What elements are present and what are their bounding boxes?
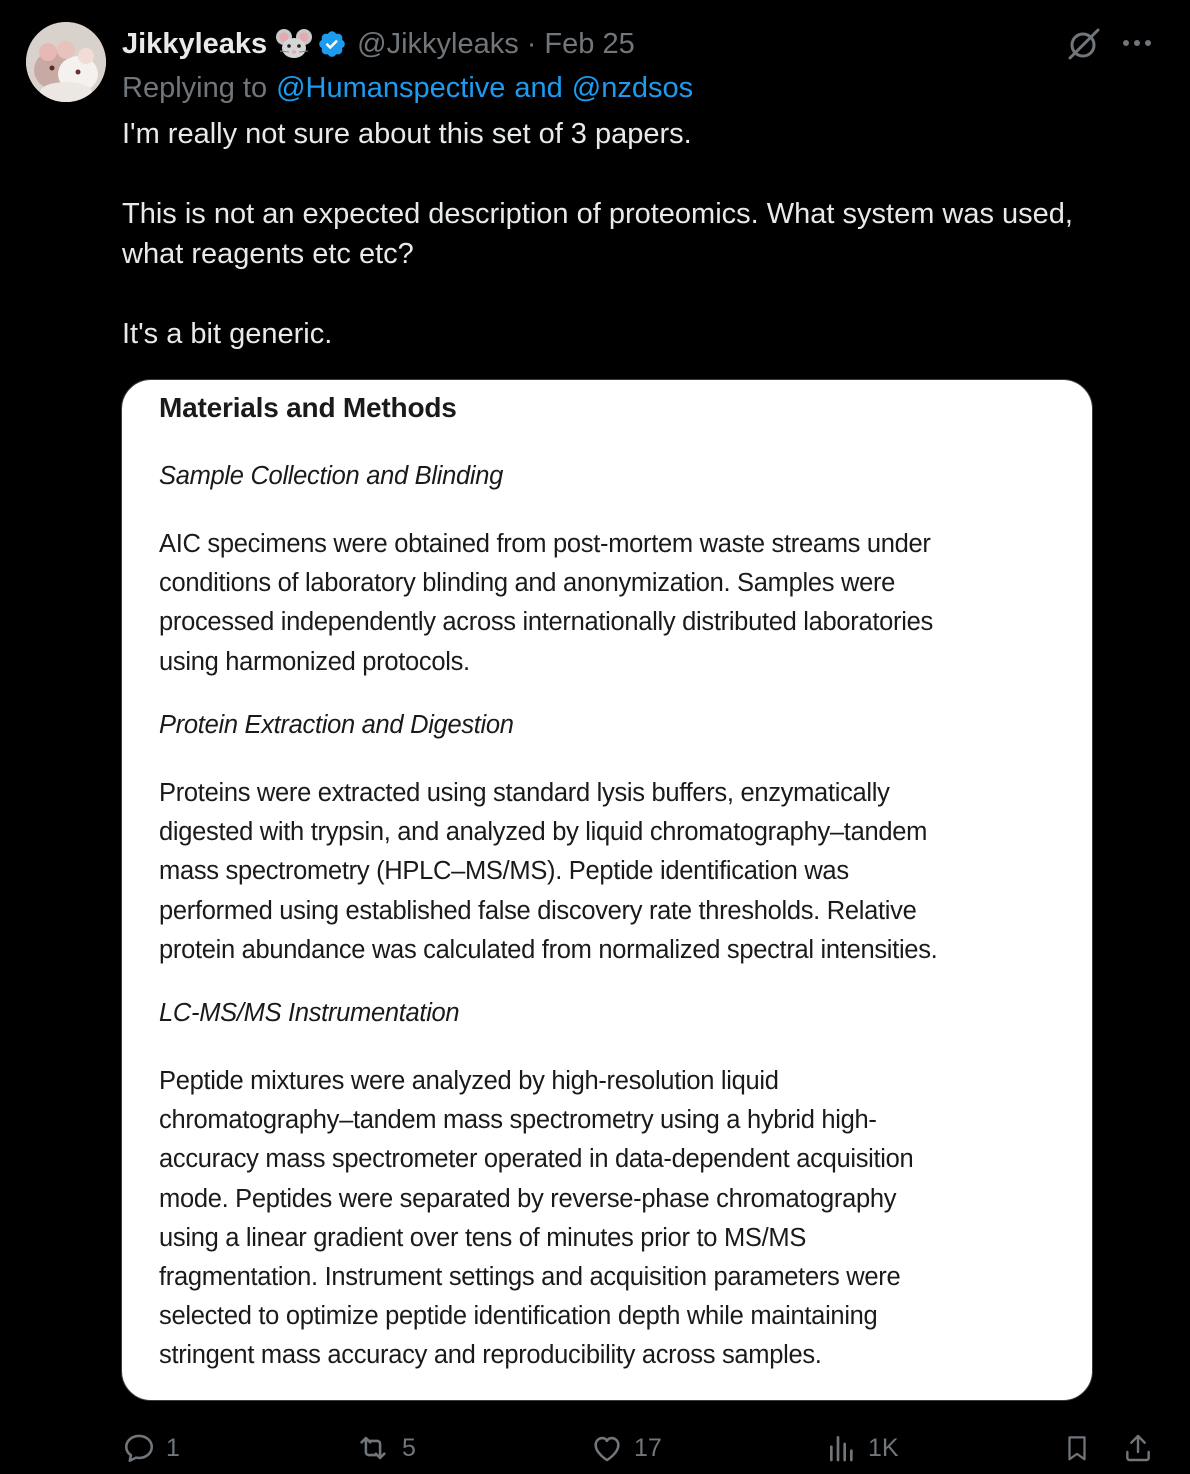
like-count: 17 [634, 1433, 662, 1462]
section-line: conditions of laboratory blinding and anonymization. Samples were [159, 569, 896, 598]
action-bar [0, 1426, 1190, 1470]
bookmark-icon [1062, 1431, 1092, 1465]
grok-icon[interactable] [1066, 26, 1102, 62]
tweet-text-line: It's a bit generic. [122, 318, 333, 350]
reply-icon [122, 1431, 156, 1465]
section-line: selected to optimize peptide identification depth while maintaining [159, 1302, 878, 1331]
section-line: mode. Peptides were separated by reverse-phase chromatography [159, 1184, 897, 1213]
attached-image[interactable] [121, 379, 1093, 1401]
section-heading: LC-MS/MS Instrumentation [159, 999, 460, 1027]
repost-button[interactable] [354, 1426, 416, 1470]
section-line: protein abundance was calculated from normalized spectral intensities. [159, 935, 938, 964]
tweet-text-line: This is not an expected description of proteomics. What system was used, [122, 198, 1073, 230]
repost-icon [354, 1431, 392, 1465]
reply-button[interactable] [122, 1426, 180, 1470]
mouse-face-icon [275, 27, 313, 61]
share-button[interactable] [1122, 1426, 1154, 1470]
section-line: Peptide mixtures were analyzed by high-resolution liquid [159, 1067, 779, 1095]
mention-link-nzdsos[interactable]: @nzdsos [571, 71, 694, 104]
author-handle[interactable]: @Jikkyleaks [357, 27, 519, 60]
tweet-text [122, 114, 1162, 354]
section-body [159, 525, 1059, 682]
replying-to-conjunction: and [514, 71, 563, 104]
section-line: stringent mass accuracy and reproducibility across samples. [159, 1341, 822, 1370]
section-heading: Protein Extraction and Digestion [159, 711, 514, 739]
avatar-image [26, 22, 106, 102]
section-line: processed independently across internationally distributed laboratories [159, 608, 933, 637]
bookmark-button[interactable] [1062, 1426, 1092, 1470]
section-line: AIC specimens were obtained from post-mortem waste streams under [159, 530, 931, 558]
section-body [159, 774, 1059, 970]
verified-badge-icon [317, 29, 347, 59]
display-name[interactable]: Jikkyleaks [122, 27, 268, 60]
tweet-header [122, 24, 635, 64]
section-line: fragmentation. Instrument settings and acquisition parameters were [159, 1263, 901, 1292]
tweet-text-line: what reagents etc etc? [122, 238, 414, 270]
separator-dot: · [526, 27, 537, 60]
mention-link-humanspective[interactable]: @Humanspective [276, 71, 506, 104]
section-line: chromatography–tandem mass spectrometry using a hybrid high- [159, 1106, 877, 1135]
views-chart-icon [826, 1431, 858, 1465]
share-icon [1122, 1431, 1154, 1465]
section-line: using harmonized protocols. [159, 647, 470, 676]
section-line: accuracy mass spectrometer operated in data-dependent acquisition [159, 1145, 914, 1174]
section-line: mass spectrometry (HPLC–MS/MS). Peptide identification was [159, 857, 849, 886]
section-body [159, 1062, 1059, 1376]
reply-count: 1 [166, 1433, 180, 1462]
replying-to-label: Replying to [122, 71, 268, 104]
heart-icon [590, 1431, 624, 1465]
replying-to [122, 68, 693, 108]
tweet-text-line: I'm really not sure about this set of 3 papers. [122, 118, 692, 150]
card-title: Materials and Methods [159, 392, 457, 423]
view-count: 1K [868, 1433, 899, 1462]
views-button[interactable] [826, 1426, 899, 1470]
section-line: performed using established false discovery rate thresholds. Relative [159, 896, 917, 925]
section-line: Proteins were extracted using standard lysis buffers, enzymatically [159, 779, 890, 807]
section-heading: Sample Collection and Blinding [159, 462, 503, 490]
avatar[interactable] [26, 22, 106, 102]
tweet-date[interactable]: Feb 25 [544, 27, 635, 60]
more-options-icon[interactable] [1120, 28, 1154, 58]
like-button[interactable] [590, 1426, 662, 1470]
repost-count: 5 [402, 1433, 416, 1462]
section-line: using a linear gradient over tens of minutes prior to MS/MS [159, 1223, 807, 1252]
section-line: digested with trypsin, and analyzed by liquid chromatography–tandem [159, 818, 928, 847]
